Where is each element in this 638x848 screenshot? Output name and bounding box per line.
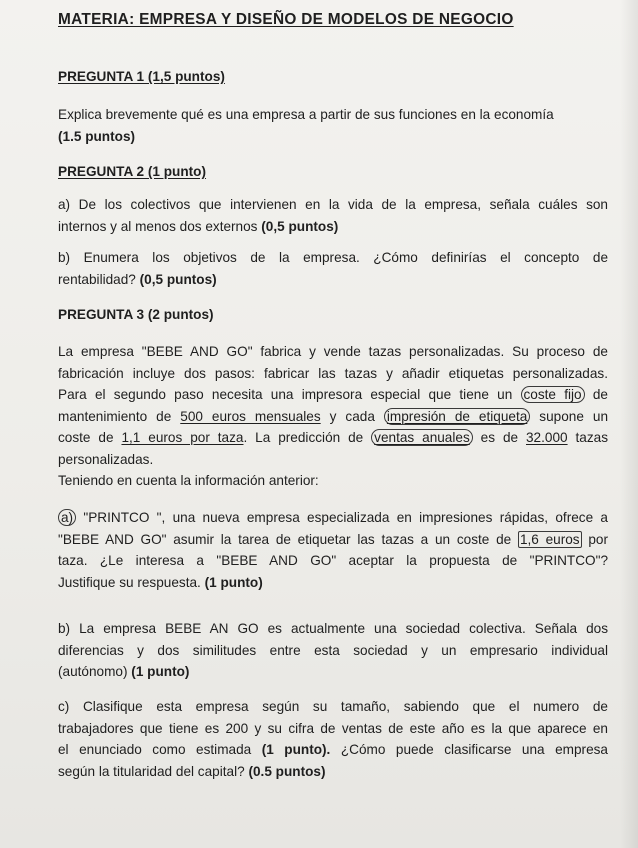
question-1-heading-block bbox=[58, 66, 608, 88]
statement-line-1: La empresa "BEBE AND GO" fabrica y vende tazas personalizadas. Su proceso de bbox=[58, 344, 608, 359]
question-3a-line-1 bbox=[58, 507, 608, 529]
statement-text: y cada bbox=[329, 408, 375, 424]
question-3c-line-2: trabajadores que tiene es 200 y su cifra de ventas de este año es la que aparece en bbox=[58, 720, 608, 736]
statement-text: Para el segundo paso necesita una impresora especial que tiene un bbox=[58, 387, 513, 402]
question-3c-text: ¿Cómo puede clasificarse una empresa bbox=[340, 742, 608, 757]
question-2a-text: internos y al menos dos externos bbox=[58, 218, 258, 234]
question-2b-line-1: b) Enumera los objetivos de la empresa. ¿Cómo definirías el concepto de bbox=[58, 250, 608, 265]
question-3c-text: según la titularidad del capital? bbox=[58, 763, 245, 779]
statement-text: tazas bbox=[575, 430, 608, 445]
question-2a bbox=[58, 194, 608, 237]
offer-price-boxed: 1,6 euros bbox=[519, 531, 580, 547]
question-3a-line-2 bbox=[58, 529, 608, 551]
statement-text: . La predicción de bbox=[243, 430, 364, 445]
question-2b-text: rentabilidad? bbox=[58, 271, 136, 287]
question-3a-text: "PRINTCO ", una nueva empresa especializada en impresiones rápidas, ofrece a bbox=[83, 510, 608, 525]
question-3a-line-4 bbox=[58, 572, 608, 594]
subject-title-block bbox=[58, 9, 608, 31]
question-3a bbox=[58, 507, 608, 593]
statement-line-3 bbox=[58, 384, 608, 406]
question-3-intro-block bbox=[58, 470, 608, 492]
label-printing-circled: impresión de etiqueta bbox=[384, 408, 530, 425]
question-3b-text: (autónomo) bbox=[58, 664, 128, 679]
subject-title: MATERIA: EMPRESA Y DISEÑO DE MODELOS DE NEGOCIO bbox=[58, 11, 514, 28]
question-3-heading: PREGUNTA 3 (2 puntos) bbox=[58, 307, 214, 322]
question-3b-points: (1 punto) bbox=[131, 664, 190, 679]
statement-line-2: fabricación incluye dos pasos: fabricar las tazas y añadir etiquetas personalizadas. bbox=[58, 365, 608, 381]
page-edge-shadow bbox=[620, 0, 638, 848]
question-3c-points: (1 punto). bbox=[261, 742, 331, 757]
question-3b bbox=[58, 618, 608, 683]
statement-text: supone un bbox=[539, 408, 608, 424]
statement-text: de bbox=[592, 387, 608, 402]
question-3c-points-2: (0.5 puntos) bbox=[248, 763, 326, 779]
question-3b-line-1: b) La empresa BEBE AN GO es actualmente una sociedad colectiva. Señala dos bbox=[58, 621, 608, 636]
question-2b bbox=[58, 247, 608, 290]
question-3a-text: por bbox=[588, 531, 609, 547]
question-3a-points: (1 punto) bbox=[204, 574, 263, 590]
question-3a-line-3: taza. ¿Le interesa a "BEBE AND GO" aceptar la propuesta de "PRINTCO"? bbox=[58, 553, 608, 568]
annual-sales-circled: ventas anuales bbox=[371, 429, 473, 446]
question-2a-points: (0,5 puntos) bbox=[261, 218, 339, 234]
unit-cost-underlined: 1,1 euros por taza bbox=[121, 430, 244, 445]
monthly-cost-underlined: 500 euros mensuales bbox=[180, 408, 321, 424]
question-2-heading: PREGUNTA 2 (1 punto) bbox=[58, 164, 207, 179]
statement-line-6: personalizadas. bbox=[58, 451, 154, 467]
question-3-statement bbox=[58, 341, 608, 470]
statement-text: coste de bbox=[58, 430, 114, 445]
question-3a-text: "BEBE AND GO" asumir la tarea de etiquetar las tazas a un coste de bbox=[58, 531, 512, 547]
question-2b-points: (0,5 puntos) bbox=[139, 271, 217, 287]
statement-text: es de bbox=[480, 430, 519, 445]
question-3c-line-3 bbox=[58, 739, 608, 761]
question-1-heading: PREGUNTA 1 (1,5 puntos) bbox=[58, 69, 225, 84]
question-3b-line-2: diferencias y dos similitudes entre esta sociedad y un empresario individual bbox=[58, 642, 608, 658]
question-2-heading-block bbox=[58, 161, 608, 183]
question-2b-line-2 bbox=[58, 269, 608, 291]
question-2a-line-2 bbox=[58, 216, 608, 238]
statement-line-4 bbox=[58, 406, 608, 428]
question-3c-text: el enunciado como estimada bbox=[58, 742, 252, 757]
statement-text: mantenimiento de bbox=[58, 408, 172, 424]
question-1-body bbox=[58, 104, 608, 147]
question-1-line-1: Explica brevemente qué es una empresa a partir de sus funciones en la economía bbox=[58, 107, 554, 122]
question-2a-line-1: a) De los colectivos que intervienen en la vida de la empresa, señala cuáles son bbox=[58, 197, 608, 212]
question-3c bbox=[58, 696, 608, 782]
fixed-cost-circled: coste fijo bbox=[521, 386, 585, 403]
question-3-intro: Teniendo en cuenta la información anterior: bbox=[58, 473, 319, 488]
question-3a-text: Justifique su respuesta. bbox=[58, 574, 201, 590]
question-3c-line-1: c) Clasifique esta empresa según su tamaño, sabiendo que el numero de bbox=[58, 699, 608, 714]
item-a-label-circled: a) bbox=[58, 509, 76, 526]
question-1-points: (1.5 puntos) bbox=[58, 128, 136, 144]
question-3c-line-4 bbox=[58, 761, 608, 783]
statement-line-5 bbox=[58, 427, 608, 449]
question-3b-line-3 bbox=[58, 661, 608, 683]
question-3-heading-block bbox=[58, 304, 608, 326]
sales-amount-underlined: 32.000 bbox=[526, 430, 568, 445]
